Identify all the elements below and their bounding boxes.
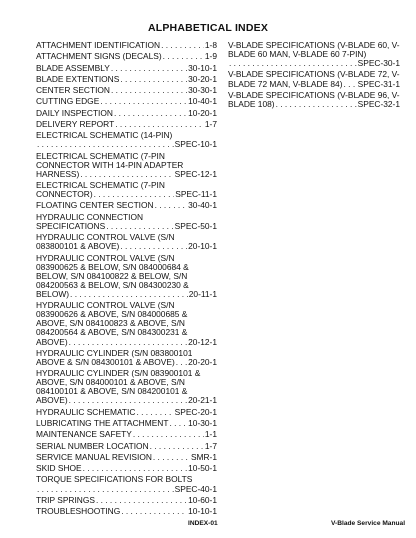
index-entry-page: 10-30-1 xyxy=(188,418,217,429)
dot-leader xyxy=(120,75,187,84)
dot-leader xyxy=(121,507,187,516)
index-entry-text: HYDRAULIC CONTROL VALVE (S/N xyxy=(36,252,175,263)
index-entry xyxy=(36,496,217,505)
index-entry-text: 083900625 & BELOW, S/N 084000684 & xyxy=(36,261,189,272)
index-entry-text: HYDRAULIC CYLINDER (S/N 083900101 & xyxy=(36,368,201,379)
dot-leader xyxy=(276,100,357,109)
index-entry xyxy=(36,64,217,73)
index-entry-page: 30-10-1 xyxy=(188,62,217,73)
dot-leader xyxy=(100,97,187,106)
dot-leader xyxy=(176,358,187,367)
index-entry-text: 084200563 & BELOW, S/N 084300230 & xyxy=(36,279,189,290)
index-entry-page: 10-20-1 xyxy=(188,107,217,118)
index-entry-page: 20-12-1 xyxy=(188,336,217,347)
index-entry-text: V-BLADE SPECIFICATIONS (V-BLADE 72, V- xyxy=(228,69,400,80)
index-entry-text: V-BLADE SPECIFICATIONS (V-BLADE 96, V- xyxy=(228,89,400,100)
dot-leader xyxy=(161,41,204,50)
index-entry-page: 1-7 xyxy=(204,440,217,451)
dot-leader xyxy=(229,59,357,68)
index-entry-text: DAILY INSPECTION xyxy=(36,107,113,118)
dot-leader xyxy=(150,442,204,451)
index-entry-text: CONNECTOR WITH 14-PIN ADAPTER xyxy=(36,159,184,170)
index-entry-text: ABOVE, S/N 084000101 & ABOVE, S/N xyxy=(36,377,185,388)
index-entry-page: 30-40-1 xyxy=(188,200,217,211)
index-entry-text: 084200564 & ABOVE, S/N 084300231 & xyxy=(36,327,188,338)
index-entry xyxy=(36,349,217,367)
index-entry-page: 10-50-1 xyxy=(188,463,217,474)
dot-leader xyxy=(133,430,204,439)
index-entry-text: HYDRAULIC CYLINDER (S/N 083800101 xyxy=(36,347,193,358)
index-entry-page: 1-1 xyxy=(204,429,217,440)
index-entry-text: 084100101 & ABOVE, S/N 084200101 & xyxy=(36,386,188,397)
index-entry-text: 083800101 & ABOVE) xyxy=(36,241,120,252)
dot-leader xyxy=(70,290,188,299)
index-entry-text: HYDRAULIC CONTROL VALVE (S/N xyxy=(36,300,175,311)
index-entry-page: 20-10-1 xyxy=(188,241,217,252)
dot-leader xyxy=(153,453,190,462)
index-entry-text: SPECIFICATIONS xyxy=(36,220,106,231)
index-entry xyxy=(36,41,217,50)
index-entry xyxy=(36,75,217,84)
index-entry-page: 1-8 xyxy=(204,40,217,50)
index-entry-text: HARNESS) xyxy=(36,168,80,179)
index-entry-text: BLADE 72 MAN, V-BLADE 84) xyxy=(228,78,343,89)
index-entry xyxy=(36,181,217,199)
index-entry-page: SPEC-10-1 xyxy=(174,139,217,150)
index-entry-page: 1-7 xyxy=(204,118,217,129)
index-entry-text: CONNECTOR) xyxy=(36,189,93,200)
index-entry-text: HYDRAULIC CONNECTION xyxy=(36,211,144,222)
dot-leader xyxy=(155,201,188,210)
index-entry-text: ATTACHMENT SIGNS (DECALS) xyxy=(36,51,162,62)
index-entry xyxy=(36,475,217,493)
index-entry-page: 20-11-1 xyxy=(188,288,217,299)
index-entry-text: ABOVE) xyxy=(36,336,68,347)
index-entry xyxy=(36,408,217,417)
index-column-left xyxy=(36,41,217,518)
index-entry-text: LUBRICATING THE ATTACHMENT xyxy=(36,418,169,429)
index-entry-text: ELECTRICAL SCHEMATIC (7-PIN xyxy=(36,150,165,161)
index-entry xyxy=(36,453,217,462)
index-entry-text: MAINTENANCE SAFETY xyxy=(36,429,132,440)
index-entry-page: SPEC-40-1 xyxy=(174,483,217,494)
index-entry-text: BELOW) xyxy=(36,288,70,299)
index-entry xyxy=(36,507,217,516)
index-entry-text: TORQUE SPECIFICATIONS FOR BOLTS xyxy=(36,474,193,485)
index-entry xyxy=(36,301,217,346)
index-entry-text: TROUBLESHOOTING xyxy=(36,506,121,517)
index-entry-page: 30-20-1 xyxy=(188,73,217,84)
index-entry-text: ELECTRICAL SCHEMATIC (7-PIN xyxy=(36,180,165,191)
index-entry xyxy=(228,70,400,88)
index-entry-text: BLADE 108) xyxy=(228,98,275,109)
index-entry xyxy=(228,91,400,109)
dot-leader xyxy=(169,419,187,428)
dot-leader xyxy=(94,190,175,199)
index-entry-page: 10-60-1 xyxy=(188,494,217,505)
dot-leader xyxy=(136,408,173,417)
index-entry xyxy=(36,201,217,210)
index-entry-page: SPEC-20-1 xyxy=(174,406,217,417)
dot-leader xyxy=(111,64,187,73)
dot-leader xyxy=(111,86,187,95)
index-entry-text: TRIP SPRINGS xyxy=(36,494,95,505)
index-entry-text: ATTACHMENT IDENTIFICATION xyxy=(36,40,161,50)
index-entry-page: 20-20-1 xyxy=(188,356,217,367)
index-entry-text: SKID SHOE xyxy=(36,463,82,474)
index-entry xyxy=(36,442,217,451)
dot-leader xyxy=(120,242,187,251)
index-entry xyxy=(36,430,217,439)
index-entry xyxy=(36,213,217,231)
index-entry-page: 10-10-1 xyxy=(188,506,217,517)
footer-manual-title: V-Blade Service Manual xyxy=(331,520,406,527)
index-entry-page: SPEC-12-1 xyxy=(174,168,217,179)
index-entry-text: CENTER SECTION xyxy=(36,85,110,96)
index-entry-text: BELOW, S/N 084100822 & BELOW, S/N xyxy=(36,270,188,281)
footer-page-code: INDEX-01 xyxy=(188,520,218,527)
index-entry-page: SPEC-31-1 xyxy=(357,78,400,89)
index-entry xyxy=(36,52,217,61)
index-entry-text: 083900626 & ABOVE, S/N 084000685 & xyxy=(36,309,188,320)
dot-leader xyxy=(344,80,357,89)
index-entry-page: SPEC-50-1 xyxy=(174,220,217,231)
dot-leader xyxy=(80,170,173,179)
dot-leader xyxy=(83,464,188,473)
dot-leader xyxy=(69,338,187,347)
index-entry-text: BLADE 60 MAN, V-BLADE 60 7-PIN) xyxy=(228,49,367,60)
dot-leader xyxy=(115,120,204,129)
dot-leader xyxy=(106,222,173,231)
index-entry-text: ABOVE & S/N 084300101 & ABOVE) xyxy=(36,356,175,367)
dot-leader xyxy=(96,496,187,505)
dot-leader xyxy=(69,396,187,405)
index-entry xyxy=(36,86,217,95)
index-entry-page: SPEC-11-1 xyxy=(175,189,217,200)
index-entry-text: V-BLADE SPECIFICATIONS (V-BLADE 60, V- xyxy=(228,40,400,50)
index-entry-text: ABOVE) xyxy=(36,395,68,406)
index-entry-text: HYDRAULIC CONTROL VALVE (S/N xyxy=(36,232,175,243)
index-entry xyxy=(36,369,217,405)
index-entry-text: FLOATING CENTER SECTION xyxy=(36,200,154,211)
dot-leader xyxy=(37,140,174,149)
dot-leader xyxy=(163,52,204,61)
dot-leader xyxy=(114,109,187,118)
index-entry-text: BLADE ASSEMBLY xyxy=(36,62,110,73)
index-entry-text: DELIVERY REPORT xyxy=(36,118,115,129)
index-entry-text: BLADE EXTENTIONS xyxy=(36,73,120,84)
dot-leader xyxy=(37,485,174,494)
index-entry-text: SERIAL NUMBER LOCATION xyxy=(36,440,149,451)
index-entry-page: SPEC-30-1 xyxy=(357,58,400,69)
index-entry-page: SMR-1 xyxy=(190,451,217,462)
index-column-right xyxy=(228,41,400,111)
index-entry-text: ELECTRICAL SCHEMATIC (14-PIN) xyxy=(36,130,173,141)
index-entry xyxy=(36,97,217,106)
index-entry xyxy=(36,233,217,251)
index-entry-text: SERVICE MANUAL REVISION xyxy=(36,451,152,462)
index-entry-page: 10-40-1 xyxy=(188,96,217,107)
index-entry-text: HYDRAULIC SCHEMATIC xyxy=(36,406,136,417)
index-entry-page: SPEC-32-1 xyxy=(357,98,400,109)
index-title: ALPHABETICAL INDEX xyxy=(147,22,269,34)
index-entry xyxy=(36,254,217,299)
index-entry-text: CUTTING EDGE xyxy=(36,96,100,107)
index-entry-page: 20-21-1 xyxy=(188,395,217,406)
index-entry-page: 30-30-1 xyxy=(188,85,217,96)
index-entry xyxy=(228,41,400,68)
index-entry xyxy=(36,464,217,473)
index-entry-text: ABOVE, S/N 084100823 & ABOVE, S/N xyxy=(36,318,185,329)
index-entry xyxy=(36,120,217,129)
index-entry xyxy=(36,152,217,179)
index-entry xyxy=(36,419,217,428)
index-entry-page: 1-9 xyxy=(204,51,217,62)
index-entry xyxy=(36,109,217,118)
index-entry xyxy=(36,131,217,149)
